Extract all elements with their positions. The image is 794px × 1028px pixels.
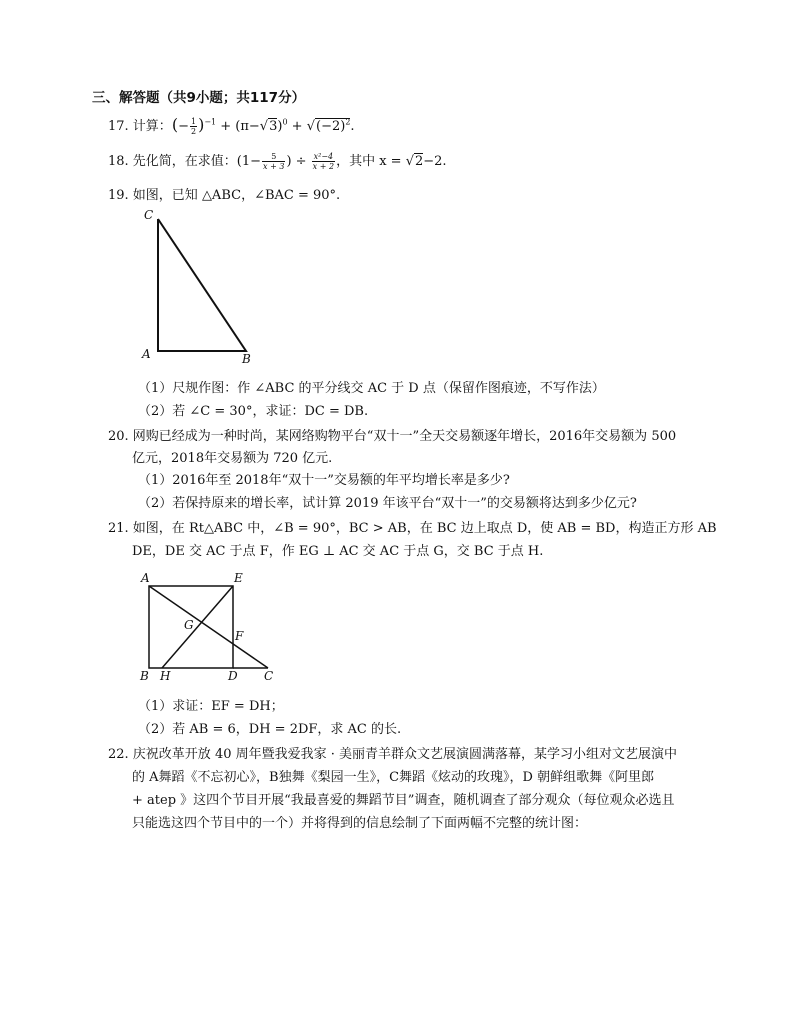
q19-triangle-figure: [138, 205, 263, 367]
q22-line-4: 只能选这四个节目中的一个）并将得到的信息绘制了下面两幅不完整的统计图：: [132, 816, 588, 831]
svg-text:D: D: [228, 669, 238, 683]
q22-line-2: 的 A舞蹈《不忘初心》，B独舞《梨园一生》，C舞蹈《炫动的玫瑰》，D 朝鲜组歌舞《阿里郎: [132, 770, 655, 785]
q20-line-1: 20. 网购已经成为一种时尚，某网络购物平台“双十一”全天交易额逐年增长，2016年交易额为 500: [108, 429, 677, 444]
svg-text:G: G: [184, 618, 194, 632]
svg-text:E: E: [234, 571, 243, 585]
q21-line-2: DE，DE 交 AC 于点 F，作 EG ⊥ AC 交 AC 于点 G，交 BC 于点 H.: [132, 544, 544, 559]
question-18: 18. 先化简，在求值：(1− $\frac{5}{x + 3}$ ) ÷ $\frac{\text{x²−4}}{x + 2}$ ，其中 x = √2−2.: [108, 152, 447, 171]
q18-fraction-2: $\frac{\text{x²−4}}{x + 2}$: [312, 152, 335, 171]
q20-part-1: （1）2016年至 2018年“双十一”交易额的年平均增长率是多少?: [138, 473, 510, 488]
q19-label-b: B: [242, 352, 251, 366]
q19-label-a: A: [142, 347, 151, 361]
section-title: 三、解答题（共9小题；共117分）: [92, 90, 306, 106]
svg-text:F: F: [235, 629, 244, 643]
q21-part-2: （2）若 AB = 6，DH = 2DF，求 AC 的长.: [138, 722, 402, 737]
question-19-stem: 19. 如图，已知 △ABC，∠BAC = 90°.: [108, 188, 341, 203]
q21-line-1: 21. 如图，在 Rt△ABC 中，∠B = 90°，BC > AB，在 BC 边上取点 D，使 AB = BD，构造正方形 AB: [108, 521, 717, 536]
q21-part-1: （1）求证：EF = DH；: [138, 699, 284, 714]
question-17: 17. 计算：(− $\frac{1}{2}$ )$^{-1} + (\pi-√3)^0 + √(-2)^2$.: [108, 115, 355, 136]
q19-part-1: （1）尺规作图：作 ∠ABC 的平分线交 AC 于 D 点（保留作图痕迹，不写作法）: [138, 381, 605, 396]
q18-fraction-1: $\frac{5}{x + 3}$: [263, 152, 285, 171]
svg-text:C: C: [264, 669, 274, 683]
q19-label-c: C: [144, 208, 154, 222]
svg-text:A: A: [141, 571, 150, 585]
q22-line-3: + atep 》这四个节目开展“我最喜爱的舞蹈节目”调查，随机调查了部分观众（每位观众必选且: [132, 793, 675, 808]
svg-text:B: B: [140, 669, 149, 683]
q21-square-figure: [136, 568, 281, 683]
q17-fraction: $\frac{1}{2}$: [190, 117, 197, 136]
q20-part-2: （2）若保持原来的增长率，试计算 2019 年该平台“双十一”的交易额将达到多少亿元?: [138, 496, 637, 511]
svg-text:H: H: [160, 669, 171, 683]
q22-line-1: 22. 庆祝改革开放 40 周年暨我爱我家 · 美丽青羊群众文艺展演圆满落幕，某学习小组对文艺展演中: [108, 747, 678, 762]
q17-prefix: 17. 计算：: [108, 119, 172, 134]
q19-part-2: （2）若 ∠C = 30°，求证：DC = DB.: [138, 404, 369, 419]
q20-line-2: 亿元，2018年交易额为 720 亿元.: [132, 451, 333, 466]
